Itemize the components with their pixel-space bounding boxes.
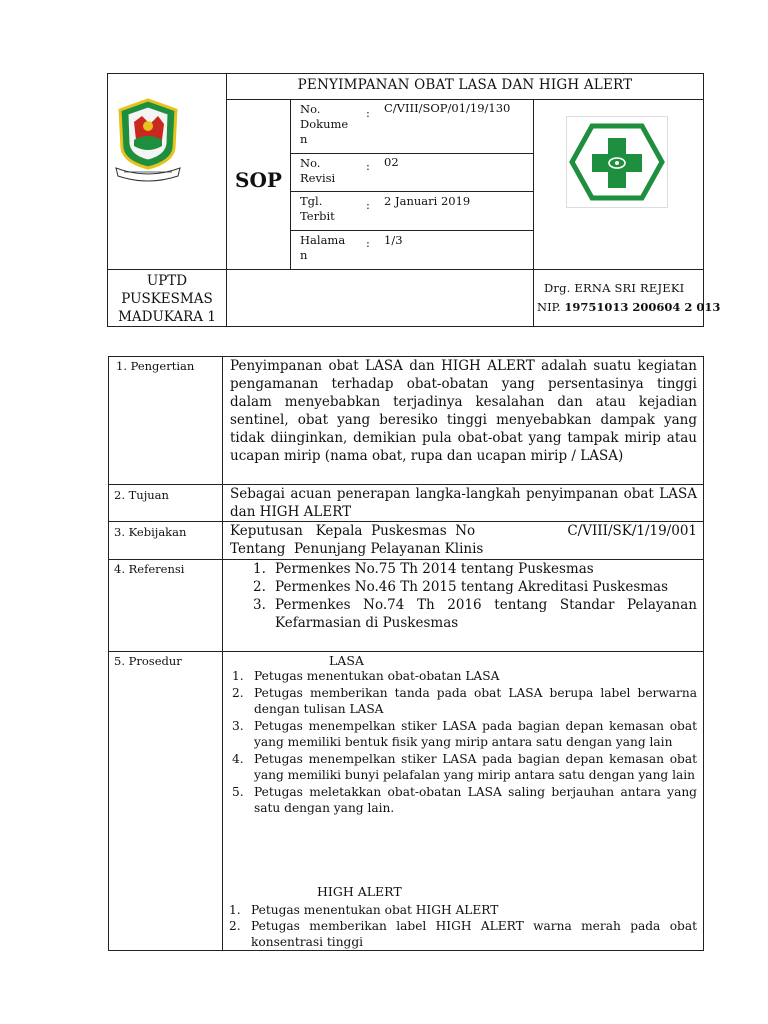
header-title-underline	[226, 99, 704, 100]
sop-label: SOP	[235, 168, 282, 192]
signer-nip: NIP. 19751013 200604 2 013	[537, 300, 721, 314]
signer-name: Drg. ERNA SRI REJEKI	[544, 281, 685, 295]
meta-colon: :	[366, 236, 370, 250]
content-table-col-divider	[222, 356, 223, 951]
meta-value-tgl-terbit: 2 Januari 2019	[384, 194, 471, 208]
meta-colon: :	[366, 106, 370, 120]
list-item: 1. Petugas menentukan obat HIGH ALERT	[229, 903, 499, 917]
regency-coat-of-arms-logo	[112, 96, 184, 182]
list-item: 1. Permenkes No.75 Th 2014 tentang Puskesmas	[253, 561, 594, 577]
lasa-procedure-list	[232, 668, 697, 817]
high-alert-heading: HIGH ALERT	[317, 884, 402, 899]
list-item: 4. Petugas menempelkan stiker LASA pada bagian depan kemasan obat yang memiliki bunyi pelafalan yang mirip antara satu dengan yang lain	[232, 751, 697, 782]
list-item: 2. Permenkes No.46 Th 2015 tentang Akreditasi Puskesmas	[253, 579, 669, 595]
list-item: 5. Petugas meletakkan obat-obatan LASA saling berjauhan antara yang satu dengan yang lain.	[232, 784, 697, 815]
meta-row-line-2	[290, 191, 534, 192]
pengertian-text: Penyimpanan obat LASA dan HIGH ALERT adalah suatu kegiatan pengamanan terhadap obat-obatan yang persentasinya tinggi dalam menyebabkan terjadinya kesalahan dan atau kejadian sentinel, obat yang beresiko tinggi menyebabkan dampak yang tidak diinginkan, demikian pula obat-obat yang tampak mirip atau ucapan mirip (nama obat, rupa dan ucapan mirip / LASA)	[230, 358, 697, 464]
row-label-referensi: 4. Referensi	[114, 562, 185, 576]
content-table-left	[108, 356, 109, 951]
organization-name: UPTD PUSKESMAS MADUKARA 1	[118, 273, 216, 325]
meta-row-line-1	[290, 153, 534, 154]
meta-row-line-3	[290, 230, 534, 231]
high-alert-procedure-list	[229, 902, 697, 950]
meta-value-no-dokumen: C/VIII/SOP/01/19/130	[384, 101, 511, 115]
meta-label-halaman: Halama n	[300, 233, 346, 262]
referensi-list	[253, 560, 697, 632]
content-table-bottom	[108, 950, 704, 951]
row-line-prosedur	[108, 651, 704, 652]
meta-value-no-revisi: 02	[384, 155, 399, 169]
tujuan-text: Sebagai acuan penerapan langka-langkah penyimpanan obat LASA dan HIGH ALERT	[230, 486, 697, 520]
puskesmas-green-cross-logo	[566, 116, 668, 208]
list-item: 3. Petugas menempelkan stiker LASA pada bagian depan kemasan obat yang memiliki bentuk fisik yang mirip antara satu dengan yang lain	[232, 718, 697, 749]
header-bottom-row-line	[107, 269, 704, 270]
row-label-prosedur: 5. Prosedur	[114, 654, 182, 668]
list-item: 2. Petugas memberikan label HIGH ALERT warna merah pada obat konsentrasi tinggi	[229, 919, 697, 949]
list-item: 2. Petugas memberikan tanda pada obat LASA berupa label berwarna dengan tulisan LASA	[232, 685, 697, 716]
meta-label-tgl-terbit: Tgl. Terbit	[300, 194, 335, 223]
header-divider-sop	[290, 100, 291, 270]
row-label-kebijakan: 3. Kebijakan	[114, 525, 187, 539]
content-table-right	[703, 356, 704, 951]
kebijakan-text: Keputusan Kepala Puskesmas No C/VIII/SK/1/19/001 Tentang Penunjang Pelayanan Klinis	[230, 523, 697, 557]
meta-value-halaman: 1/3	[384, 233, 403, 247]
document-title: PENYIMPANAN OBAT LASA DAN HIGH ALERT	[297, 77, 633, 93]
row-label-tujuan: 2. Tujuan	[114, 488, 169, 502]
header-divider-left	[226, 73, 227, 327]
list-item: 1. Petugas menentukan obat-obatan LASA	[232, 669, 500, 683]
header-divider-meta	[533, 100, 534, 327]
meta-colon: :	[366, 198, 370, 212]
meta-colon: :	[366, 159, 370, 173]
row-label-pengertian: 1. Pengertian	[116, 359, 195, 373]
list-item: 3. Permenkes No.74 Th 2016 tentang Standar Pelayanan Kefarmasian di Puskesmas	[253, 597, 697, 631]
lasa-heading: LASA	[329, 653, 364, 668]
meta-label-no-dokumen: No. Dokume n	[300, 102, 349, 146]
meta-label-no-revisi: No. Revisi	[300, 156, 336, 185]
